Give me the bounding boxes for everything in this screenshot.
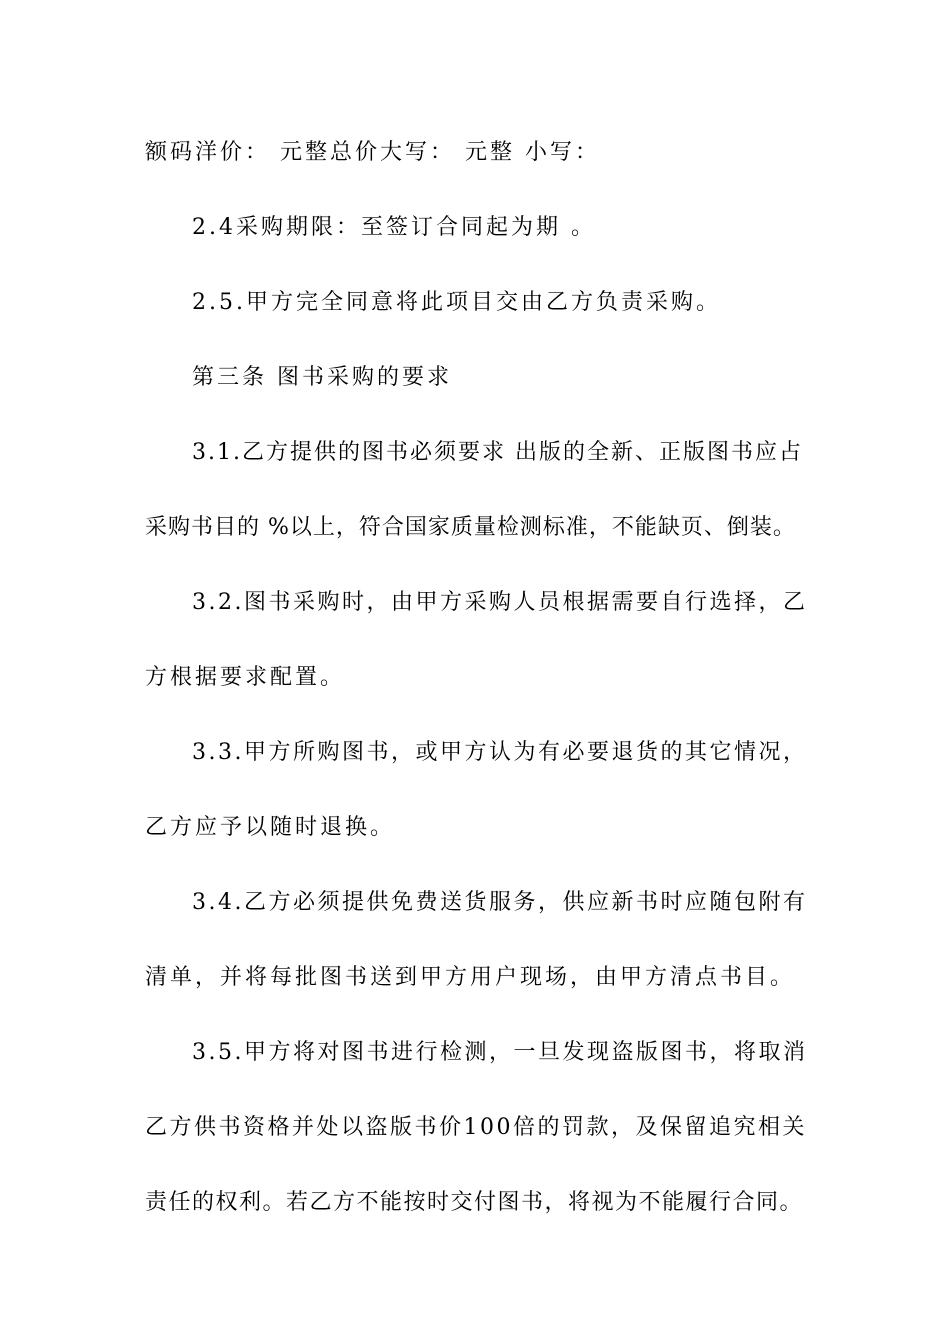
text-line-3-5c: 责任的权利。若乙方不能按时交付图书，将视为不能履行合同。 [145, 1190, 804, 1215]
text-line-3-2a: 3.2.图书采购时，由甲方采购人员根据需要自行选择，乙 [192, 590, 808, 615]
text-line-3-3a: 3.3.甲方所购图书，或甲方认为有必要退货的其它情况， [192, 740, 808, 765]
text-line-3-1b: 采购书目的 %以上，符合国家质量检测标准，不能缺页、倒装。 [145, 515, 796, 540]
text-line-3-3b: 乙方应予以随时退换。 [145, 815, 396, 840]
text-line-2-5: 2.5.甲方完全同意将此项目交由乙方负责采购。 [192, 290, 721, 315]
text-line-3-1a: 3.1.乙方提供的图书必须要求 出版的全新、正版图书应占 [192, 440, 803, 465]
text-line-3-5a: 3.5.甲方将对图书进行检测，一旦发现盗版图书，将取消 [192, 1040, 808, 1065]
text-line-3-4a: 3.4.乙方必须提供免费送货服务，供应新书时应随包附有 [192, 890, 808, 915]
text-line-3-4b: 清单，并将每批图书送到甲方用户现场，由甲方清点书目。 [145, 965, 796, 990]
text-line-2-4: 2.4采购期限：至签订合同起为期 。 [192, 215, 596, 240]
text-line-3-5b: 乙方供书资格并处以盗版书价100倍的罚款，及保留追究相关 [145, 1115, 807, 1140]
text-line-price: 额码洋价： 元整总价大写： 元整 小写： [145, 140, 600, 165]
text-line-3-2b: 方根据要求配置。 [145, 665, 346, 690]
section-heading-article-3: 第三条 图书采购的要求 [192, 365, 452, 390]
